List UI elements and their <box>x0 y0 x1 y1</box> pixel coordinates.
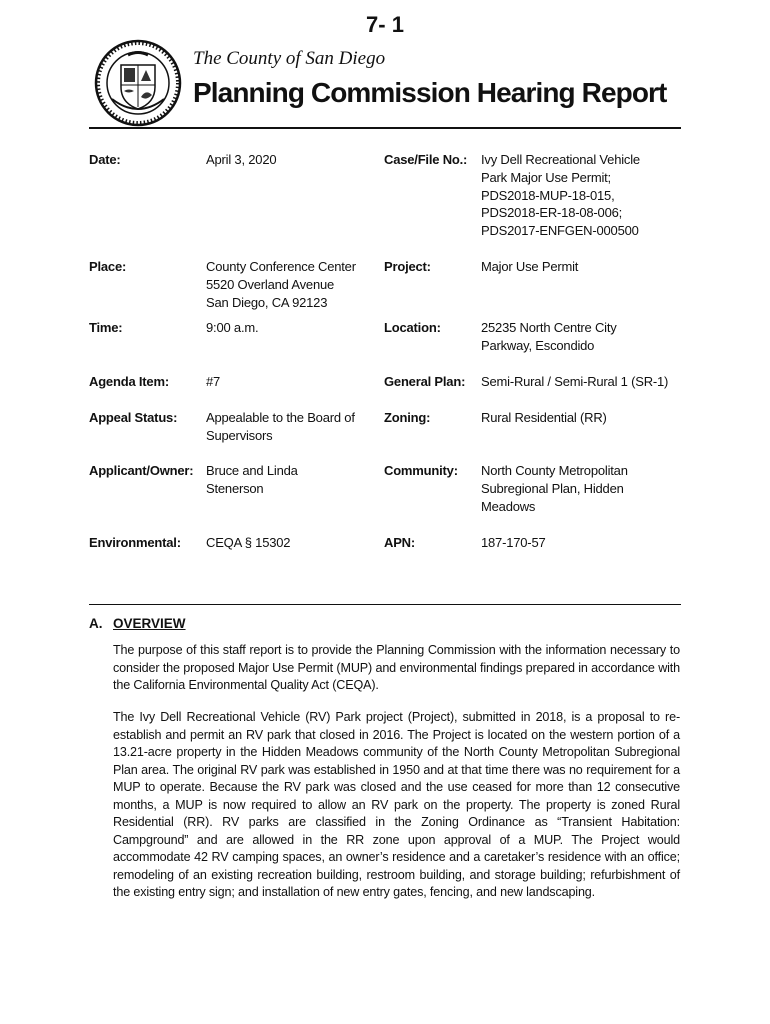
time-label: Time: <box>89 320 123 335</box>
case-file-label: Case/File No.: <box>384 152 468 167</box>
place-line: County Conference Center <box>206 259 356 274</box>
general-plan-label: General Plan: <box>384 374 466 389</box>
section-title: OVERVIEW <box>113 616 186 631</box>
section-number: A. <box>89 616 103 631</box>
environmental-value: CEQA § 15302 <box>206 535 291 550</box>
overview-heading <box>89 616 186 631</box>
location-label: Location: <box>384 320 441 335</box>
project-value: Major Use Permit <box>481 259 579 274</box>
zoning-label: Zoning: <box>384 410 431 425</box>
community-label: Community: <box>384 463 458 478</box>
community-line: Subregional Plan, Hidden <box>481 480 624 496</box>
environmental-label: Environmental: <box>89 535 181 550</box>
case-line: Ivy Dell Recreational Vehicle <box>481 152 640 167</box>
case-line: PDS2018-ER-18-08-006; <box>481 205 623 221</box>
section-divider <box>89 604 681 605</box>
county-seal-icon <box>94 39 182 127</box>
community-line: Meadows <box>481 498 536 514</box>
page-number: 7- 1 <box>366 12 404 37</box>
appeal-line: Appealable to the Board of <box>206 410 355 425</box>
place-line: 5520 Overland Avenue <box>206 276 335 292</box>
location-line: 25235 North Centre City <box>481 320 617 335</box>
overview-paragraph-1: The purpose of this staff report is to provide the Planning Commission with the information necessary to consider the proposed Major Use Permit (MUP) and environmental findings prepared in accordance with the California Environmental Quality Act (CEQA). <box>113 643 680 692</box>
applicant-owner-value <box>206 462 298 498</box>
place-line: San Diego, CA 92123 <box>206 294 328 310</box>
case-line: Park Major Use Permit; <box>481 169 611 185</box>
county-name: The County of San Diego <box>193 48 386 69</box>
place-label: Place: <box>89 259 127 274</box>
location-line: Parkway, Escondido <box>481 337 595 353</box>
overview-paragraph-2: The Ivy Dell Recreational Vehicle (RV) Park project (Project), submitted in 2018, is a proposal to re-establish and permit an RV park that closed in 2016. The Project is located on the western portion of a 13.21-acre property in the Hidden Meadows community of the North County Metropolitan Subregional Plan area. The original RV park was established in 1950 and at that time there was no requirement for a MUP to operate. Because the RV park was closed and the use ceased for more than 12 consecutive months, a MUP is now required to allow an RV park on the property. The property is zoned Rural Residential (RR). RV parks are classified in the Zoning Ordinance as “Transient Habitation: Campground” and are allowed in the RR zone upon approval of a MUP. The Project would accommodate 42 RV camping spaces, an owner’s residence and a caretaker’s residence with an office; remodeling of an existing recreation building, restroom building, and storage building; refurbishment of the existing entry sign; and installation of new entry gates, fencing, and new landscaping. <box>113 710 680 899</box>
applicant-owner-label: Applicant/Owner: <box>89 463 194 478</box>
case-line: PDS2017-ENFGEN-000500 <box>481 223 639 239</box>
appeal-status-value <box>206 409 355 445</box>
appeal-line: Supervisors <box>206 427 273 443</box>
zoning-value: Rural Residential (RR) <box>481 410 607 425</box>
applicant-line: Bruce and Linda <box>206 463 298 478</box>
agenda-item-value: #7 <box>206 374 221 389</box>
time-value: 9:00 a.m. <box>206 320 259 335</box>
location-value <box>481 319 617 355</box>
report-title: Planning Commission Hearing Report <box>193 77 667 108</box>
community-value <box>481 462 628 515</box>
applicant-line: Stenerson <box>206 480 264 496</box>
community-line: North County Metropolitan <box>481 463 628 478</box>
case-file-value <box>481 151 640 240</box>
project-label: Project: <box>384 259 431 274</box>
place-value <box>206 258 356 311</box>
date-label: Date: <box>89 152 121 167</box>
agenda-item-label: Agenda Item: <box>89 374 169 389</box>
date-value: April 3, 2020 <box>206 152 277 167</box>
general-plan-value: Semi-Rural / Semi-Rural 1 (SR-1) <box>481 374 669 389</box>
case-line: PDS2018-MUP-18-015, <box>481 187 615 203</box>
apn-label: APN: <box>384 535 415 550</box>
appeal-status-label: Appeal Status: <box>89 410 178 425</box>
header-divider <box>89 127 681 129</box>
apn-value: 187-170-57 <box>481 535 546 550</box>
